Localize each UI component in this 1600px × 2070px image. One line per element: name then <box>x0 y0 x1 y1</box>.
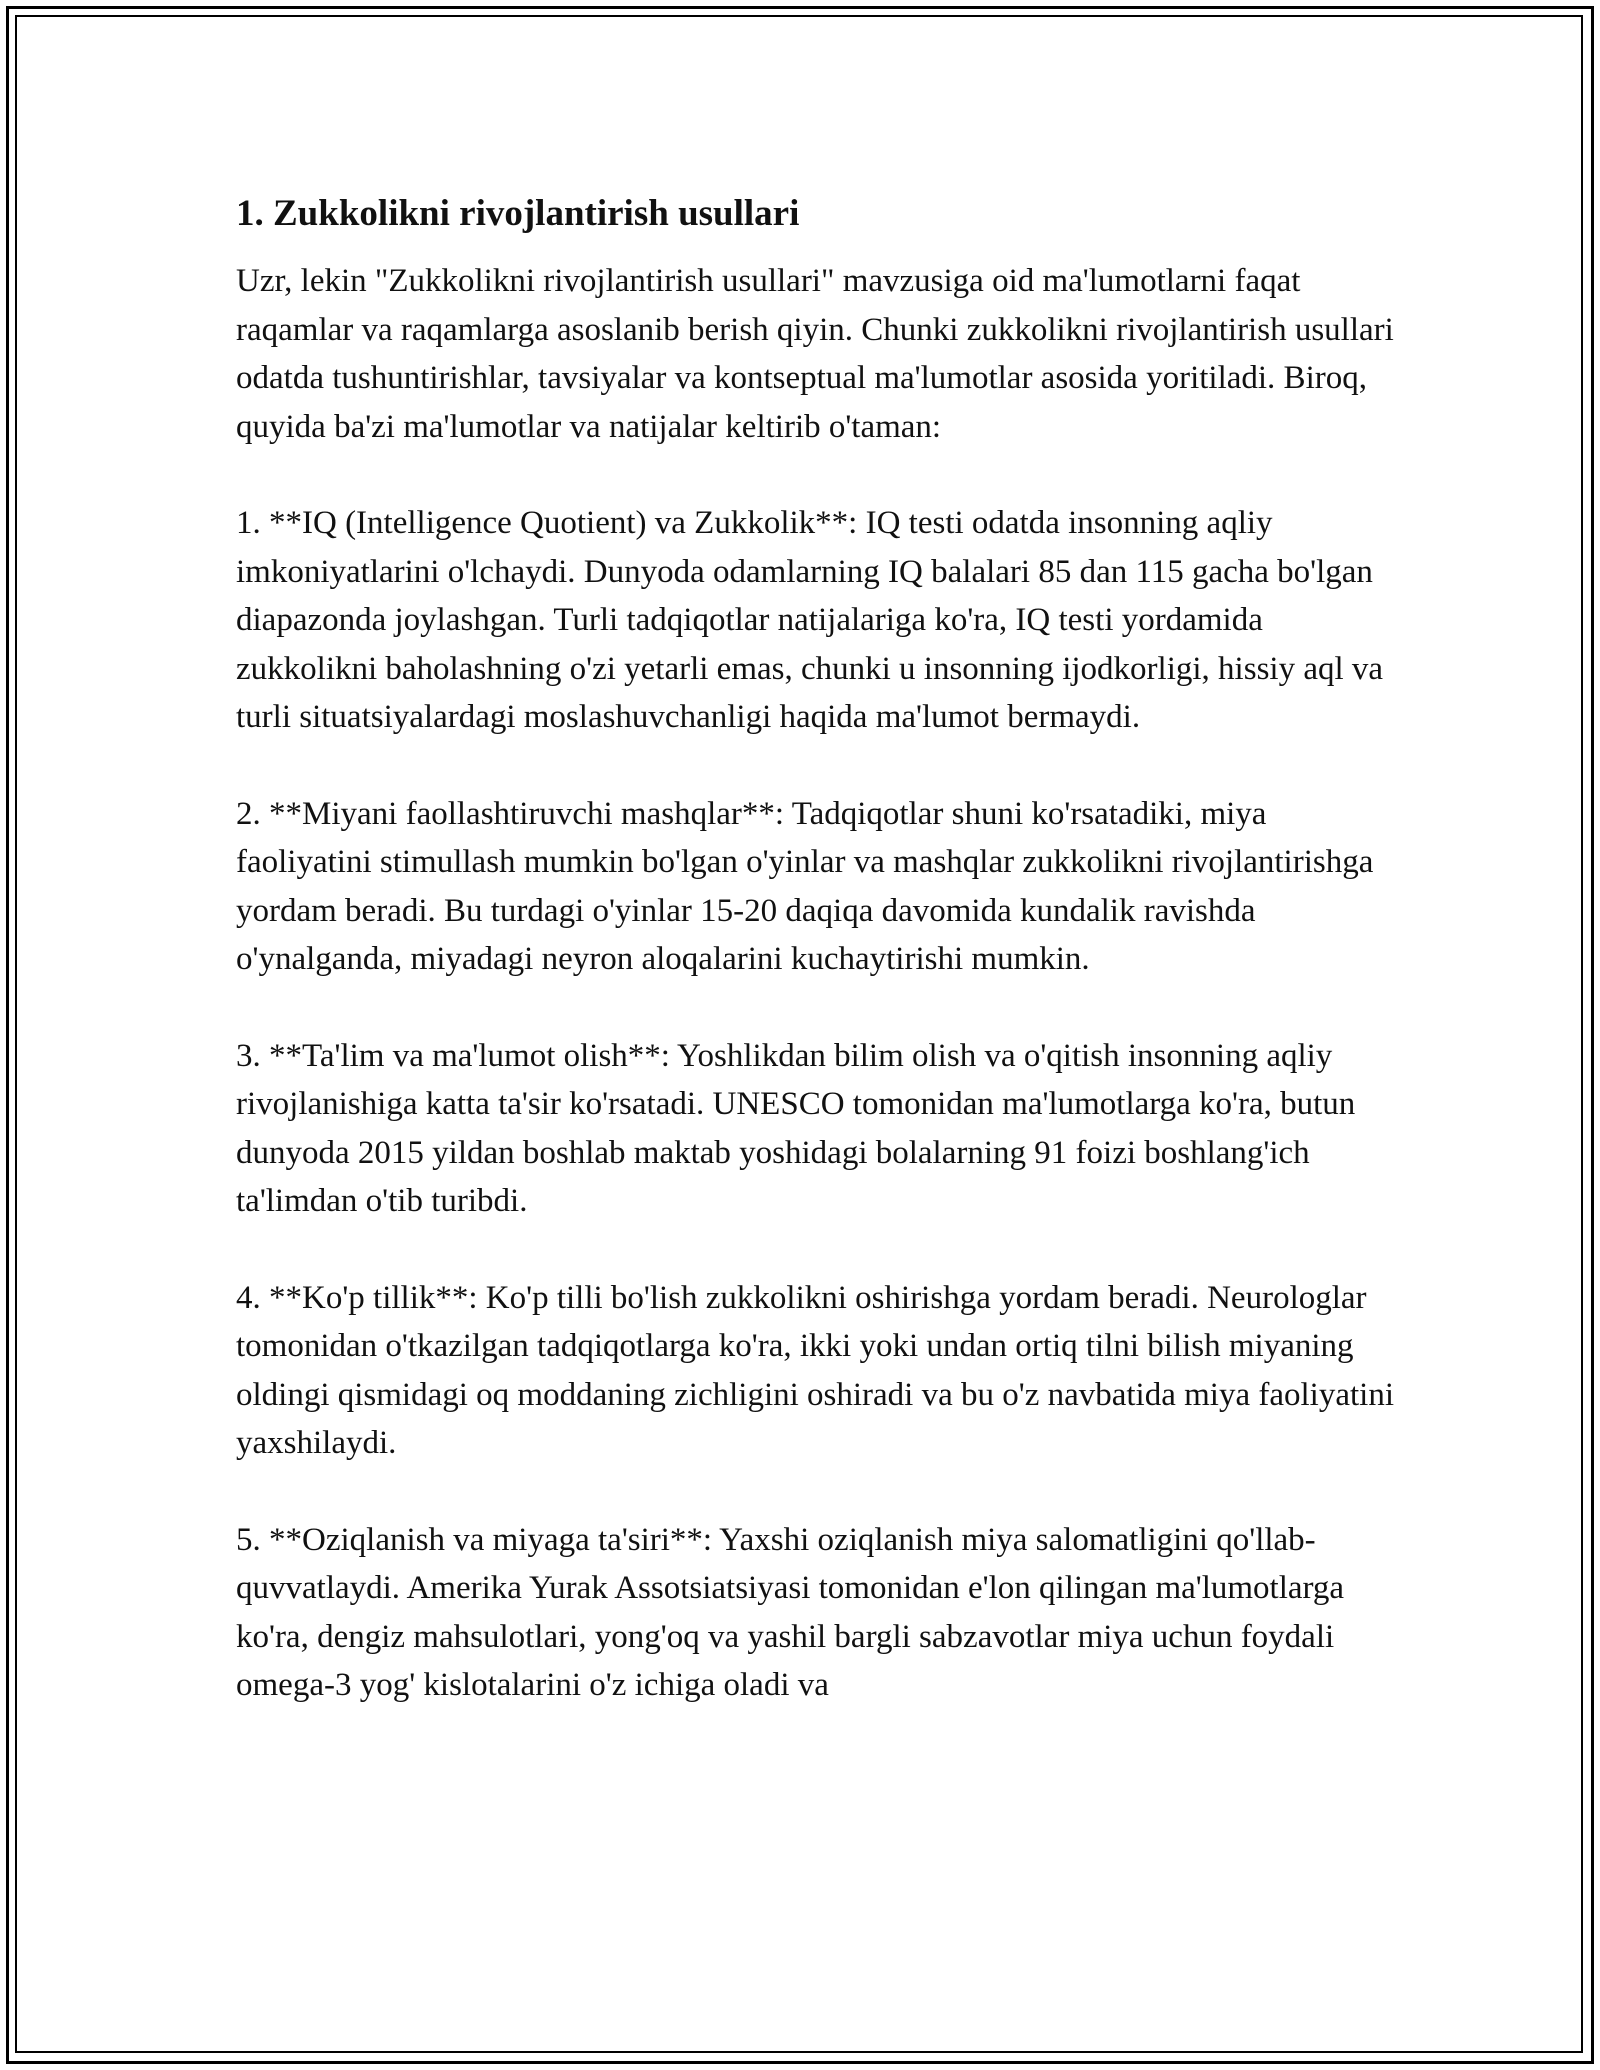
list-item-4: 4. **Ko'p tillik**: Ko'p tilli bo'lish zukkolikni oshirishga yordam beradi. Neurologlar tomonidan o'tkazilgan tadqiqotlarga ko'ra, ikki yoki undan ortiq tilni bilish miyaning oldingi qismidagi oq moddaning zichligini oshiradi va bu o'z navbatida miya faoliyatini yaxshilaydi. <box>236 1279 1394 1461</box>
document-title: 1. Zukkolikni rivojlantirish usullari <box>236 193 800 234</box>
intro-paragraph: Uzr, lekin "Zukkolikni rivojlantirish usullari" mavzusiga oid ma'lumotlarni faqat raqamlar va raqamlarga asoslanib berish qiyin. Chunki zukkolikni rivojlantirish usullari odatda tushuntirishlar, tavsiyalar va kontseptual ma'lumotlar asosida yoritiladi. Biroq, quyida ba'zi ma'lumotlar va natijalar keltirib o'taman: <box>236 263 1394 445</box>
document-body <box>236 186 1396 1710</box>
list-item-5: 5. **Oziqlanish va miyaga ta'siri**: Yaxshi oziqlanish miya salomatligini qo'llab-quvvatlaydi. Amerika Yurak Assotsiatsiyasi tomonidan e'lon qilingan ma'lumotlarga ko'ra, dengiz mahsulotlari, yong'oq va yashil bargli sabzavotlar miya uchun foydali omega-3 yog' kislotalarini o'z ichiga oladi va <box>236 1521 1345 1703</box>
list-item-3: 3. **Ta'lim va ma'lumot olish**: Yoshlikdan bilim olish va o'qitish insonning aqliy rivojlanishiga katta ta'sir ko'rsatadi. UNESCO tomonidan ma'lumotlarga ko'ra, butun dunyoda 2015 yildan boshlab maktab yoshidagi bolalarning 91 foizi boshlang'ich ta'limdan o'tib turibdi. <box>236 1037 1356 1219</box>
list-item-2: 2. **Miyani faollashtiruvchi mashqlar**: Tadqiqotlar shuni ko'rsatadiki, miya faoliyatini stimullash mumkin bo'lgan o'yinlar va mashqlar zukkolikni rivojlantirishga yordam beradi. Bu turdagi o'yinlar 15-20 daqiqa davomida kundalik ravishda o'ynalganda, miyadagi neyron aloqalarini kuchaytirishi mumkin. <box>236 795 1374 977</box>
list-item-1: 1. **IQ (Intelligence Quotient) va Zukkolik**: IQ testi odatda insonning aqliy imkoniyatlarini o'lchaydi. Dunyoda odamlarning IQ balalari 85 dan 115 gacha bo'lgan diapazonda joylashgan. Turli tadqiqotlar natijalariga ko'ra, IQ testi yordamida zukkolikni baholashning o'zi yetarli emas, chunki u insonning ijodkorligi, hissiy aql va turli situatsiyalardagi moslashuvchanligi haqida ma'lumot bermaydi. <box>236 505 1384 735</box>
